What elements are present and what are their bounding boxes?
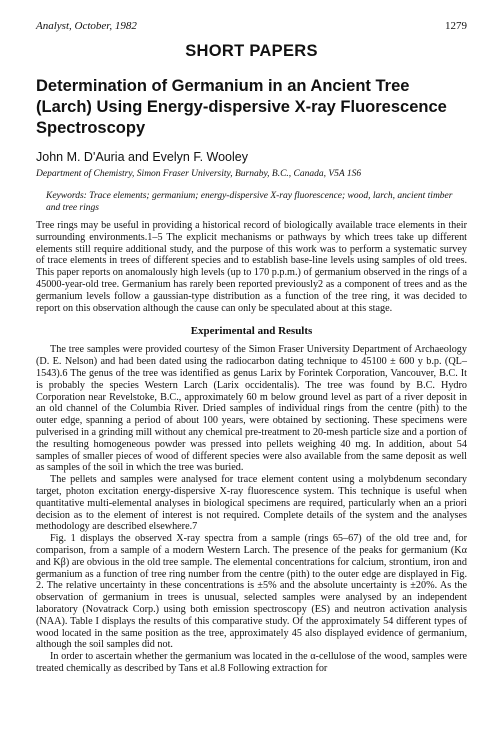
body-paragraph: The tree samples were provided courtesy of the Simon Fraser University Department of Archaeology (D. E. Nelson) and had been dated using the radiocarbon dating technique to 45100 ± 600 y b.p. (QL–1543).6 The genus of the tree was identified as genus Larix by Forintek Corporation, Vancouver, B.C. It is probably the species Western Larch (Larix occidentalis). The tree was found by B.C. Hydro Corporation near Revelstoke, B.C., approximately 60 m below ground level as part of a river deposit in an old channel of the Columbia River. Dried samples of individual rings from the centre (pith) to the outer edge, spanning a period of about 100 years, were obtained by sectioning. These specimens were pulverised in a grinding mill without any chemical pre-treatment to 20-mesh particle size and a portion of the resulting homogeneous powder was pressed into pellets weighing 40 mg. In addition, about 54 samples of smaller pieces of wood of different species were also available from the same deposit as well as samples of the soil in which the tree was buried.: [36, 344, 467, 474]
article-title: Determination of Germanium in an Ancient Tree (Larch) Using Energy-dispersive X-ray Fluorescence Spectroscopy: [36, 77, 447, 137]
author-list: John M. D'Auria and Evelyn F. Wooley: [36, 150, 248, 164]
intro-paragraph: Tree rings may be useful in providing a historical record of biologically available trace elements in their surrounding environments.1–5 The explicit mechanisms or pathways by which trees take up different elements still require additional study, and the purpose of this work was to perform a systematic survey of trace elements in trees of different species and to establish base-line levels using samples of old trees. This paper reports on anomalously high levels (up to 170 p.p.m.) of germanium observed in the rings of a 45000-year-old tree. Germanium has rarely been reported previously2 as a component of trees and as the germanium levels follow a gaussian-type distribution as a function of the tree ring, it was decided to report on this observation although the cause can only be speculated about at this stage.: [36, 220, 467, 314]
experimental-heading: Experimental and Results: [190, 325, 313, 338]
journal-citation: Analyst, October, 1982: [36, 20, 137, 32]
running-head: [36, 20, 467, 32]
page-number: 1279: [445, 20, 467, 32]
body-paragraph: Fig. 1 displays the observed X-ray spectra from a sample (rings 65–67) of the old tree and, for comparison, from a sample of a modern Western Larch. The presence of the peaks for germanium (Kα and Kβ) are obvious in the old tree sample. The elemental concentrations for calcium, strontium, iron and germanium as a function of tree ring number from the centre (pith) to the outer edge are displayed in Fig. 2. The relative uncertainty in these concentrations is ±5% and the absolute uncertainty is ±20%. As the observation of germanium in trees is unusual, selected samples were analysed by an independent laboratory (Novatrack Corp.) using both emission spectroscopy (ES) and neutron activation analysis (NAA). Table I displays the results of this comparative study. Of the approximately 54 different types of wood located in the same position as the tree, approximately 45 also displayed evidence of germanium, although the soil samples did not.: [36, 533, 467, 651]
body-paragraph: In order to ascertain whether the germanium was located in the α-cellulose of the wood, samples were treated chemically as described by Tans et al.8 Following extraction for: [36, 651, 467, 674]
experimental-section: [36, 344, 467, 674]
paper-page: [36, 20, 467, 675]
introduction: [36, 220, 467, 314]
affiliation: Department of Chemistry, Simon Fraser University, Burnaby, B.C., Canada, V5A 1S6: [36, 169, 362, 179]
section-title: SHORT PAPERS: [185, 42, 318, 60]
keywords: Keywords: Trace elements; germanium; energy-dispersive X-ray fluorescence; wood, larch, ancient timber and tree rings: [46, 191, 453, 213]
body-paragraph: The pellets and samples were analysed for trace element content using a molybdenum secondary target, photon excitation energy-dispersive X-ray fluorescence system. This technique is useful when quantitative multi-elemental analyses in biological specimens are required, particularly when an a priori decision as to the element of interest is not required. Complete details of the system and the analyses methodology are described elsewhere.7: [36, 474, 467, 533]
